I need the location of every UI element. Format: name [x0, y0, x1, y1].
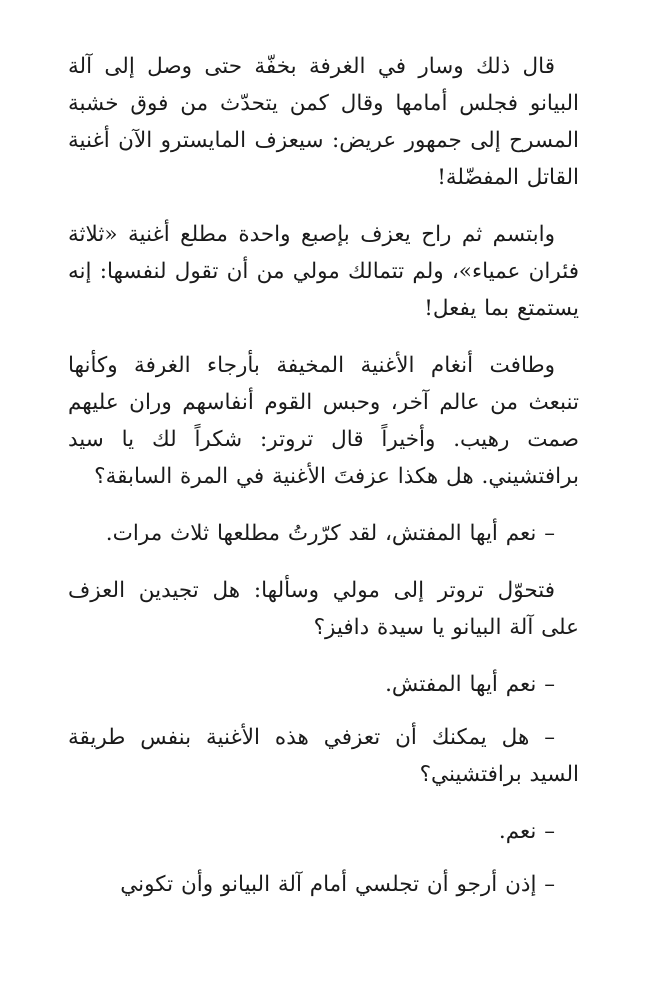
dialog-line-3: – هل يمكنك أن تعزفي هذه الأغنية بنفس طريقة السيد برافتشيني؟ [68, 725, 579, 787]
paragraph-2: وابتسم ثم راح يعزف بإصبع واحدة مطلع أغنية «ثلاثة فئران عمياء»، ولم تتمالك مولي من أن تقول لنفسها: إنه يستمتع بما يفعل! [68, 222, 579, 321]
dialog-line-1: – نعم أيها المفتش، لقد كرّرتُ مطلعها ثلاث مرات. [105, 521, 555, 546]
paragraph-3: وطافت أنغام الأغنية المخيفة بأرجاء الغرفة وكأنها تنبعث من عالم آخر، وحبس القوم أنفاسهم وران عليهم صمت رهيب. وأخيراً قال تروتر: شكراً لك يا سيد برافتشيني. هل هكذا عزفتَ الأغنية في المرة السابقة؟ [68, 353, 579, 489]
dialog-line-4: – نعم. [498, 819, 555, 844]
paragraph-4: فتحوّل تروتر إلى مولي وسألها: هل تجيدين العزف على آلة البيانو يا سيدة دافيز؟ [68, 578, 579, 640]
dialog-line-5: – إذن أرجو أن تجلسي أمام آلة البيانو وأن تكوني [120, 872, 555, 897]
dialog-line-2: – نعم أيها المفتش. [385, 672, 555, 697]
paragraph-1: قال ذلك وسار في الغرفة بخفّة حتى وصل إلى آلة البيانو فجلس أمامها وقال كمن يتحدّث من فوق خشبة المسرح إلى جمهور عريض: سيعزف المايسترو الآن أغنية القاتل المفضّلة! [68, 54, 579, 190]
